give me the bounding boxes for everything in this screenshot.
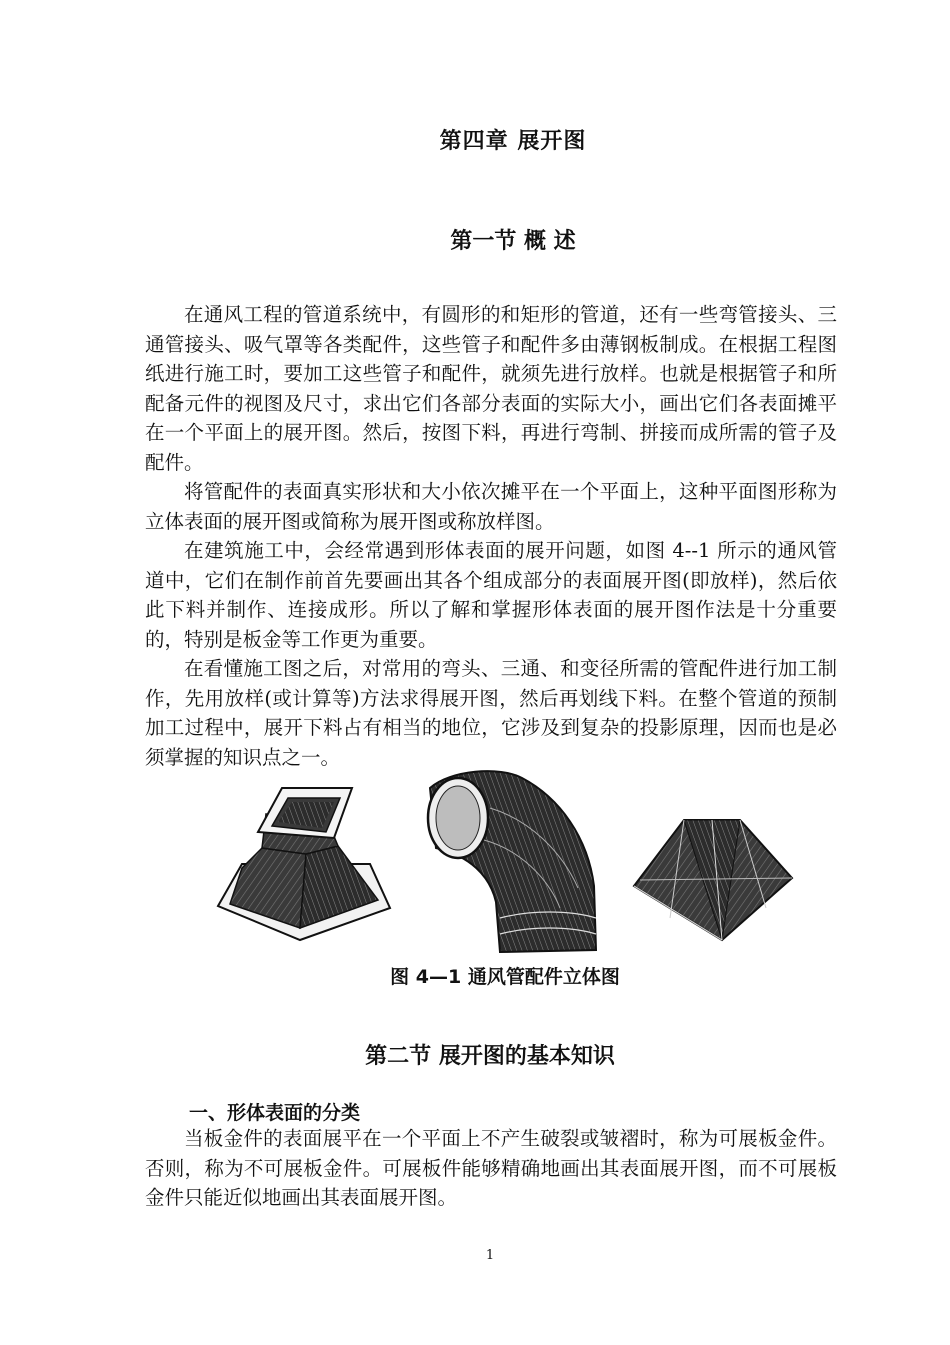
subheading: 一、形体表面的分类 [189,1102,361,1124]
paragraph: 在建筑施工中，会经常遇到形体表面的展开问题，如图 4--1 所示的通风管道中，它们在制作前首先要画出其各个组成部分的表面展开图(即放样)，然后依此下料并制作、连接成形。所以了解和掌握形体表面的展开图作法是十分重要的，特别是板金等工作更为重要。 [145,539,837,651]
paragraph: 当板金件的表面展平在一个平面上不产生破裂或皱褶时，称为可展板金件。否则，称为不可展板金件。可展板件能够精确地画出其表面展开图，而不可展板金件只能近似地画出其表面展开图。 [145,1127,837,1209]
figure-ventilation-fittings [200,768,804,958]
section2-body [145,1124,837,1213]
paragraph: 在通风工程的管道系统中，有圆形的和矩形的管道，还有一些弯管接头、三通管接头、吸气罩等各类配件，这些管子和配件多由薄钢板制成。在根据工程图纸进行施工时，要加工这些管子和配件，就须先进行放样。也就是根据管子和所配备元件的视图及尺寸，求出它们各部分表面的实际大小，画出它们各表面摊平在一个平面上的展开图。然后，按图下料，再进行弯制、拼接而成所需的管子及配件。 [145,303,837,474]
figure-caption: 图 4—1 通风管配件立体图 [390,966,620,988]
page-number: 1 [485,1248,495,1263]
section1-title: 第一节 概 述 [450,229,576,254]
paragraph: 在看懂施工图之后，对常用的弯头、三通、和变径所需的管配件进行加工制作，先用放样(或计算等)方法求得展开图，然后再划线下料。在整个管道的预制加工过程中，展开下料占有相当的地位，它涉及到复杂的投影原理，因而也是必须掌握的知识点之一。 [145,657,837,769]
section2-title: 第二节 展开图的基本知识 [365,1044,615,1069]
chapter-title: 第四章 展开图 [439,129,587,154]
pyramid-hood-drawing [634,820,792,940]
round-elbow-drawing [428,771,596,952]
section1-body [145,300,837,772]
rect-transition-fitting-drawing [218,788,390,940]
paragraph: 将管配件的表面真实形状和大小依次摊平在一个平面上，这种平面图形称为立体表面的展开图或简称为展开图或称放样图。 [145,480,837,533]
